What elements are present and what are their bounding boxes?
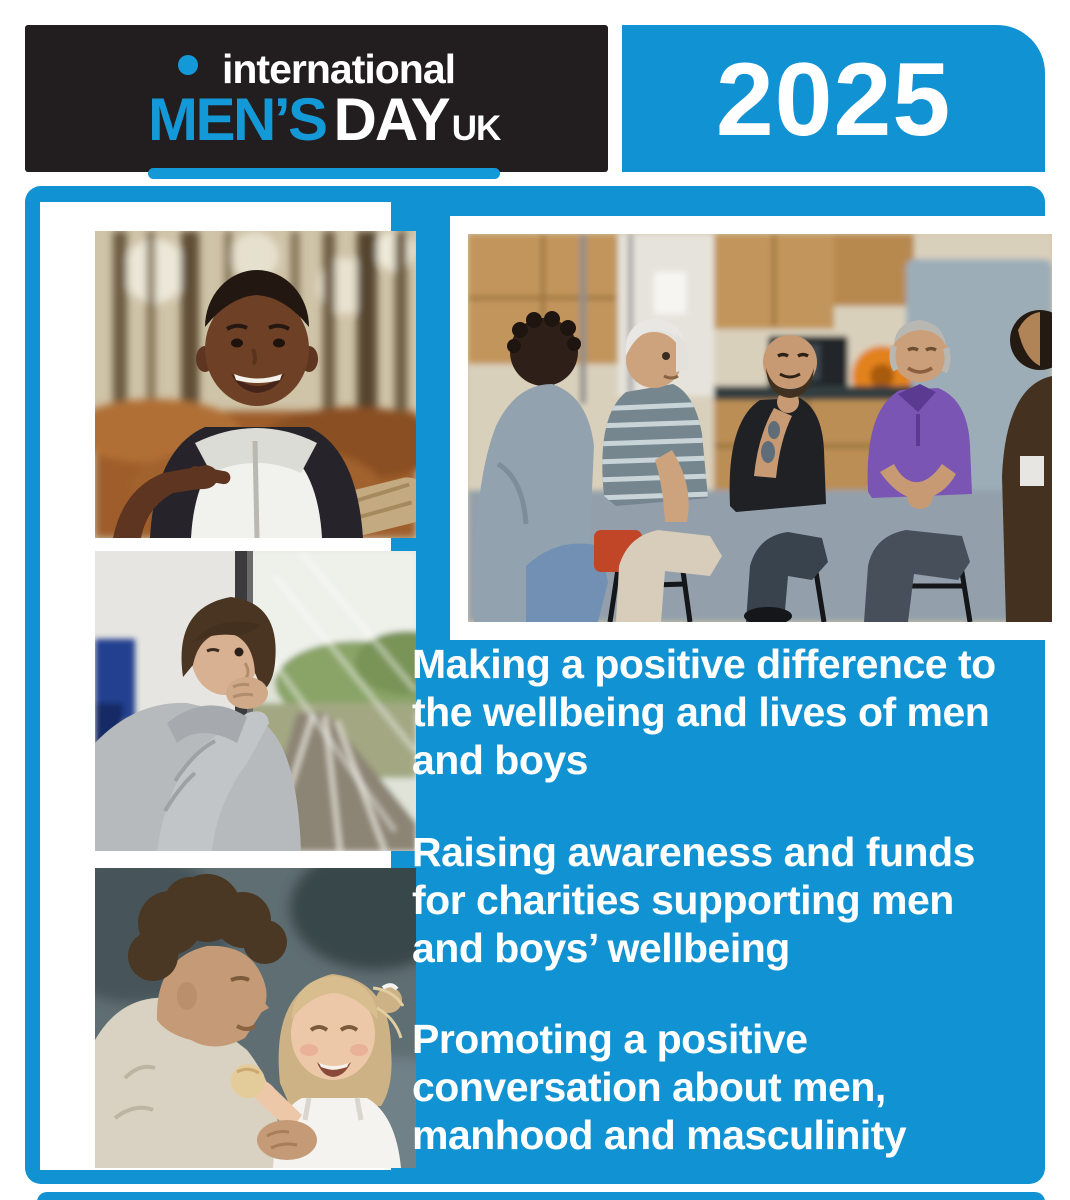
photo-boy-forest: [95, 231, 416, 538]
logo-underline: [148, 168, 500, 179]
logo-uk-text: UK: [451, 109, 501, 148]
message-charities: [412, 828, 1032, 972]
message-line: Making a positive difference to: [412, 641, 996, 687]
message-wellbeing: [412, 640, 1032, 784]
message-line: and boys’ wellbeing: [412, 925, 790, 971]
photo-teen-train-art: [95, 551, 416, 851]
photo-father-daughter-art: [95, 868, 416, 1168]
message-line: manhood and masculinity: [412, 1112, 907, 1158]
logo-top-row: [222, 47, 500, 91]
photo-support-group-art: [468, 234, 1052, 622]
bottom-section-strip: [37, 1192, 1045, 1200]
message-line: for charities supporting men: [412, 877, 954, 923]
message-conversation: [412, 1015, 1032, 1159]
year-box: [622, 25, 1045, 172]
logo-mens-text: MEN’S: [148, 86, 326, 153]
photo-boy-forest-art: [95, 231, 416, 538]
photo-father-daughter: [95, 868, 416, 1168]
photo-teen-train: [95, 551, 416, 851]
imd-uk-logo: [148, 47, 500, 179]
logo-dot-icon: [178, 55, 198, 75]
logo-international-text: international: [222, 46, 456, 92]
message-line: and boys: [412, 737, 588, 783]
message-line: Promoting a positive: [412, 1016, 808, 1062]
logo-box: [25, 25, 608, 172]
message-line: Raising awareness and funds: [412, 829, 975, 875]
logo-main-row: [148, 86, 501, 167]
photo-support-group: [450, 216, 1070, 640]
logo-day-text: DAY: [333, 86, 449, 153]
message-line: the wellbeing and lives of men: [412, 689, 990, 735]
message-line: conversation about men,: [412, 1064, 886, 1110]
photo-support-group-inner: [468, 234, 1052, 622]
year-text: 2025: [715, 42, 952, 158]
